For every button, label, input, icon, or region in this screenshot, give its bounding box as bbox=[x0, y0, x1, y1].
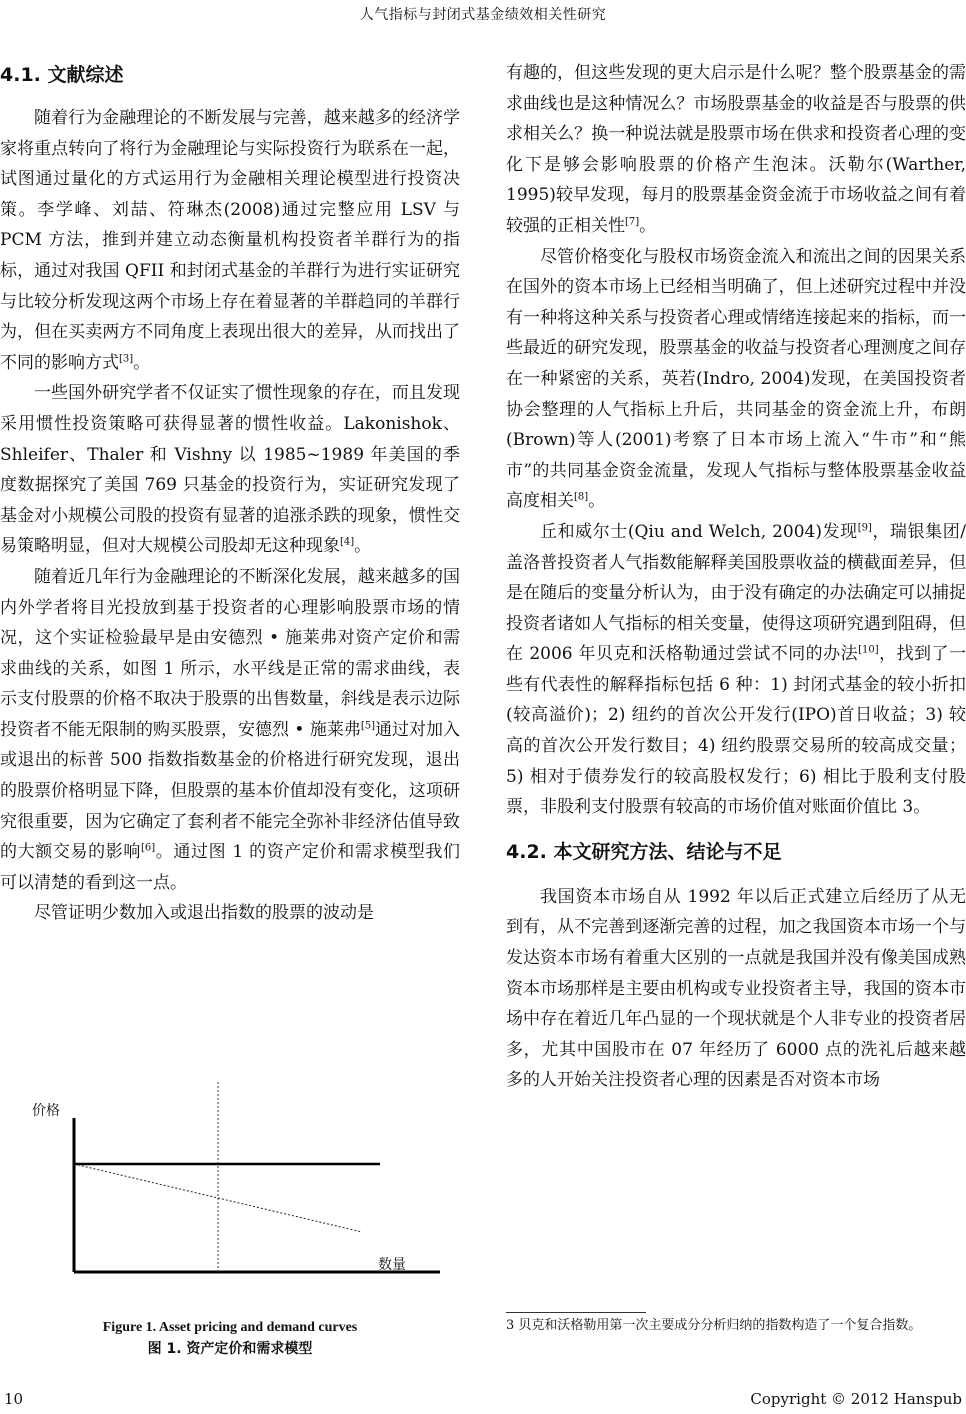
citation[interactable]: [5] bbox=[360, 720, 376, 732]
section-title-4-2: 4.2. 本文研究方法、结论与不足 bbox=[506, 840, 782, 863]
paragraph: 一些国外研究学者不仅证实了惯性现象的存在，而且发现采用惯性投资策略可获得显著的惯性收益。Lakonishok、Shleifer、Thaler 和 Vishny 以 1985~1989 年美国的季度数据探究了美国 769 只基金的投资行为，实证研究发现了基金对小规模公司股的投资有显著的追涨杀跌的现象，惯性交易策略明显，但对大规模公司股却无这种现象[4]。 bbox=[0, 383, 460, 557]
demand-curve-diagram bbox=[30, 1076, 450, 1276]
page-number: 10 bbox=[4, 1390, 24, 1408]
citation[interactable]: [9] bbox=[857, 522, 872, 534]
y-axis-label: 价格 bbox=[32, 1103, 60, 1119]
figure-caption bbox=[0, 1320, 460, 1358]
x-axis-label: 数量 bbox=[378, 1257, 406, 1273]
left-column bbox=[0, 58, 460, 929]
citation[interactable]: [7] bbox=[625, 216, 640, 228]
figure-caption-en: Figure 1. Asset pricing and demand curves bbox=[102, 1320, 358, 1335]
citation[interactable]: [10] bbox=[858, 644, 879, 656]
citation[interactable]: [6] bbox=[141, 842, 156, 854]
paragraph: 我国资本市场自从 1992 年以后正式建立后经历了从无到有，从不完善到逐渐完善的过程，加之我国资本市场一个与发达资本市场有着重大区别的一点就是我国并没有像美国成熟资本市场那样是主要由机构或专业投资者主导，我国的资本市场中存在着近几年凸显的一个现状就是个人非专业的投资者居多，尤其中国股市在 07 年经历了 6000 点的洗礼后越来越多的人开始关注投资者心理的因素是否对资本市场 bbox=[506, 886, 966, 1091]
copyright: Copyright © 2012 Hanspub bbox=[750, 1390, 962, 1408]
citation[interactable]: [4] bbox=[340, 536, 355, 548]
paragraph: 随着行为金融理论的不断发展与完善，越来越多的经济学家将重点转向了将行为金融理论与实际投资行为联系在一起，试图通过量化的方式运用行为金融相关理论模型进行投资决策。李学峰、刘喆、符琳杰(2008)通过完整应用 LSV 与 PCM 方法，推到并建立动态衡量机构投资者羊群行为的指标，通过对我国 QFII 和封闭式基金的羊群行为进行实证研究与比较分析发现这两个市场上存在着显著的羊群趋同的羊群行为，但在买卖两方不同角度上表现出很大的差异，从而找出了不同的影响方式[3]。 bbox=[0, 108, 460, 373]
right-column bbox=[506, 58, 966, 1096]
footnote: 3 贝克和沃格勒用第一次主要成分分析归纳的指数构造了一个复合指数。 bbox=[506, 1318, 922, 1333]
paragraph: 随着近几年行为金融理论的不断深化发展，越来越多的国内外学者将目光投放到基于投资者的心理影响股票市场的情况，这个实证检验最早是由安德烈 • 施莱弗对资产定价和需求曲线的关系，如图 1 所示，水平线是正常的需求曲线，表示支付股票的价格不取决于股票的出售数量，斜线是表示边际投资者不能无限制的购买股票，安德烈 • 施莱弗[5]通过对加入或退出的标普 500 指数指数基金的价格进行研究发现，退出的股票价格明显下降，但股票的基本价值却没有变化，这项研究很重要，因为它确定了套利者不能完全弥补非经济估值导致的大额交易的影响[6]。通过图 1 的资产定价和需求模型我们可以清楚的看到这一点。 bbox=[0, 566, 461, 893]
paragraph: 丘和威尔士(Qiu and Welch, 2004)发现[9]，瑞银集团/盖洛普投资者人气指数能解释美国股票收益的横截面差异，但是在随后的变量分析认为，由于没有确定的办法确定可以捕捉投资者诸如人气指标的相关变量，使得这项研究遇到阻碍，但在 2006 年贝克和沃格勒通过尝试不同的办法[10]，找到了一些有代表性的解释指标包括 6 种：1) 封闭式基金的较小折扣(较高溢价)；2) 纽约的首次公开发行(IPO)首日收益；3) 较高的首次公开发行数目；4) 纽约股票交易所的较高成交量；5) 相对于债券发行的较高股权发行；6) 相比于股利支付股票，非股利支付股票有较高的市场价值对账面价值比 3。 bbox=[506, 521, 966, 818]
figure-caption-zh: 图 1. 资产定价和需求模型 bbox=[147, 1341, 313, 1357]
footnote-divider bbox=[506, 1312, 646, 1313]
paragraph: 尽管价格变化与股权市场资金流入和流出之间的因果关系在国外的资本市场上已经相当明确了，但上述研究过程中并没有一种将这种关系与投资者心理或情绪连接起来的指标，而一些最近的研究发现，股票基金的收益与投资者心理测度之间存在一种紧密的关系，英若(Indro, 2004)发现，在美国投资者协会整理的人气指标上升后，共同基金的资金流上升，布朗(Brown)等人(2001)考察了日本市场上流入“牛市”和“熊市”的共同基金资金流量，发现人气指标与整体股票基金收益高度相关[8]。 bbox=[506, 246, 966, 512]
citation[interactable]: [3] bbox=[119, 353, 134, 365]
section-title-4-1: 4.1. 文献综述 bbox=[0, 64, 124, 86]
paragraph: 有趣的，但这些发现的更大启示是什么呢？整个股票基金的需求曲线也是这种情况么？市场股票基金的收益是否与股票的供求相关么？换一种说法就是股票市场在供求和投资者心理的变化下是够会影响股票的价格产生泡沫。沃勒尔(Warther, 1995)较早发现，每月的股票基金资金流于市场收益之间有着较强的正相关性[7]。 bbox=[506, 63, 966, 236]
paragraph: 尽管证明少数加入或退出指数的股票的波动是 bbox=[34, 903, 374, 924]
figure-1-diagram bbox=[30, 1076, 450, 1276]
running-title: 人气指标与封闭式基金绩效相关性研究 bbox=[359, 7, 607, 23]
citation[interactable]: [8] bbox=[574, 491, 589, 503]
